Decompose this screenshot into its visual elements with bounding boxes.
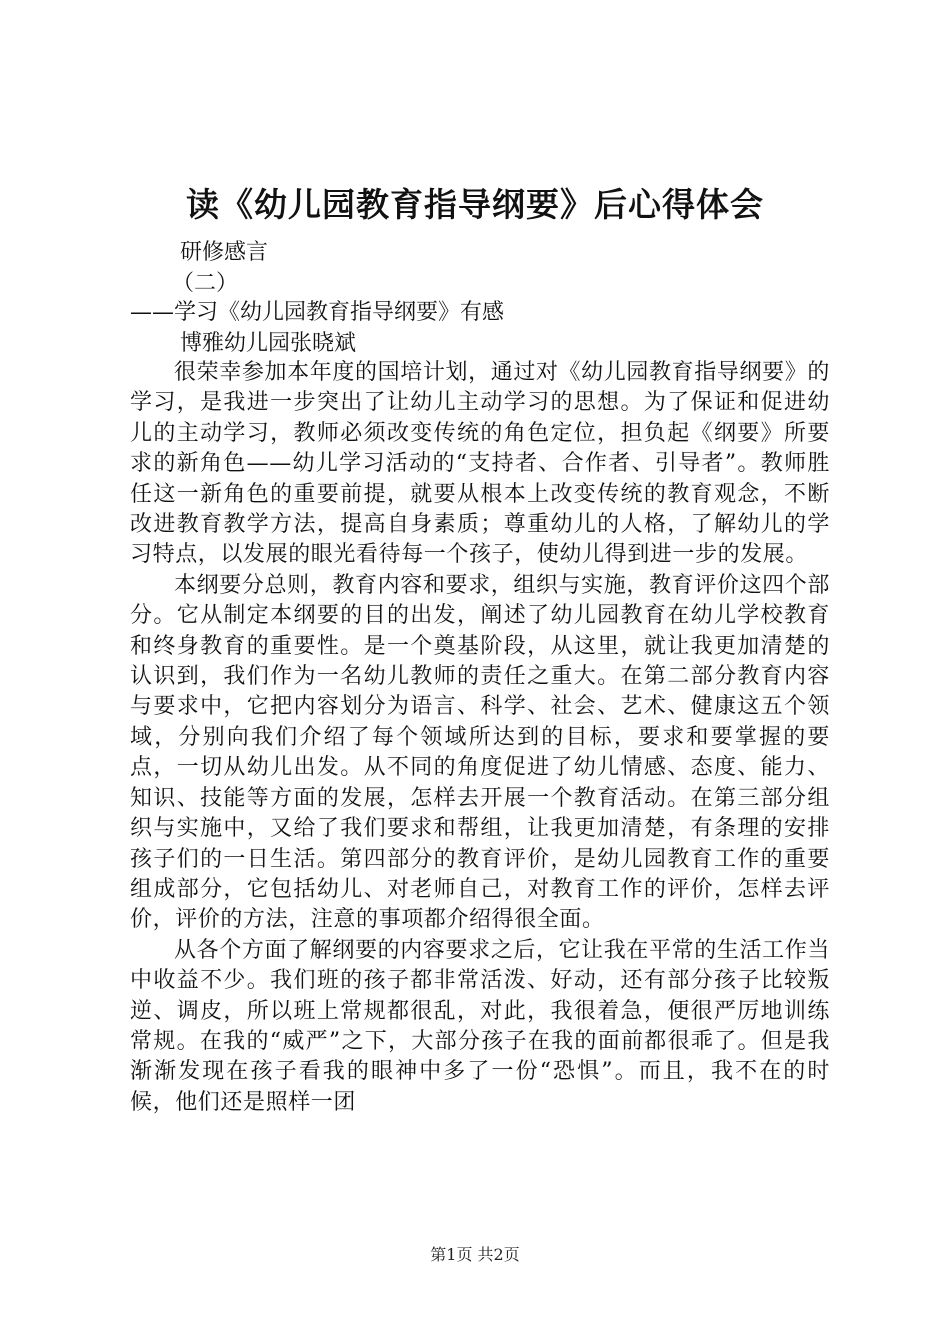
page-footer: 第1页 共2页 (430, 1245, 520, 1264)
body-paragraph: 从各个方面了解纲要的内容要求之后，它让我在平常的生活工作当中收益不少。我们班的孩子都非常活泼、好动，还有部分孩子比较叛逆、调皮，所以班上常规都很乱，对此，我很着急，便很严厉地训练常规。在我的“威严”之下，大部分孩子在我的面前都很乖了。但是我渐渐发现在孩子看我的眼神中多了一份“恐惧”。而且，我不在的时候，他们还是照样一团 (130, 937, 830, 1115)
body-paragraph: 本纲要分总则，教育内容和要求，组织与实施，教育评价这四个部分。它从制定本纲要的目的出发，阐述了幼儿园教育在幼儿学校教育和终身教育的重要性。是一个奠基阶段，从这里，就让我更加清楚的认识到，我们作为一名幼儿教师的责任之重大。在第二部分教育内容与要求中，它把内容划分为语言、科学、社会、艺术、健康这五个领域，分别向我们介绍了每个领域所达到的目标，要求和要掌握的要点，一切从幼儿出发。从不同的角度促进了幼儿情感、态度、能力、知识、技能等方面的发展，怎样去开展一个教育活动。在第三部分组织与实施中，又给了我们要求和帮组，让我更加清楚，有条理的安排孩子们的一日生活。第四部分的教育评价，是幼儿园教育工作的重要组成部分，它包括幼儿、对老师自己，对教育工作的评价，怎样去评价，评价的方法，注意的事项都介绍得很全面。 (130, 572, 830, 933)
author-line: 博雅幼儿园张晓斌 (180, 331, 357, 356)
subtitle-line: ——学习《幼儿园教育指导纲要》有感 (130, 300, 505, 325)
body-paragraph: 很荣幸参加本年度的国培计划，通过对《幼儿园教育指导纲要》的学习，是我进一步突出了让幼儿主动学习的思想。为了保证和促进幼儿的主动学习，教师必须改变传统的角色定位，担负起《纲要》所要求的新角色——幼儿学习活动的“支持者、合作者、引导者”。教师胜任这一新角色的重要前提，就要从根本上改变传统的教育观念，不断改进教育教学方法，提高自身素质；尊重幼儿的人格，了解幼儿的学习特点，以发展的眼光看待每一个孩子，使幼儿得到进一步的发展。 (130, 360, 830, 568)
document-title: 读《幼儿园教育指导纲要》后心得体会 (186, 185, 764, 224)
document-body (130, 358, 830, 1118)
subtitle-line: （二） (172, 271, 239, 296)
subtitle-line: 研修感言 (180, 240, 269, 265)
